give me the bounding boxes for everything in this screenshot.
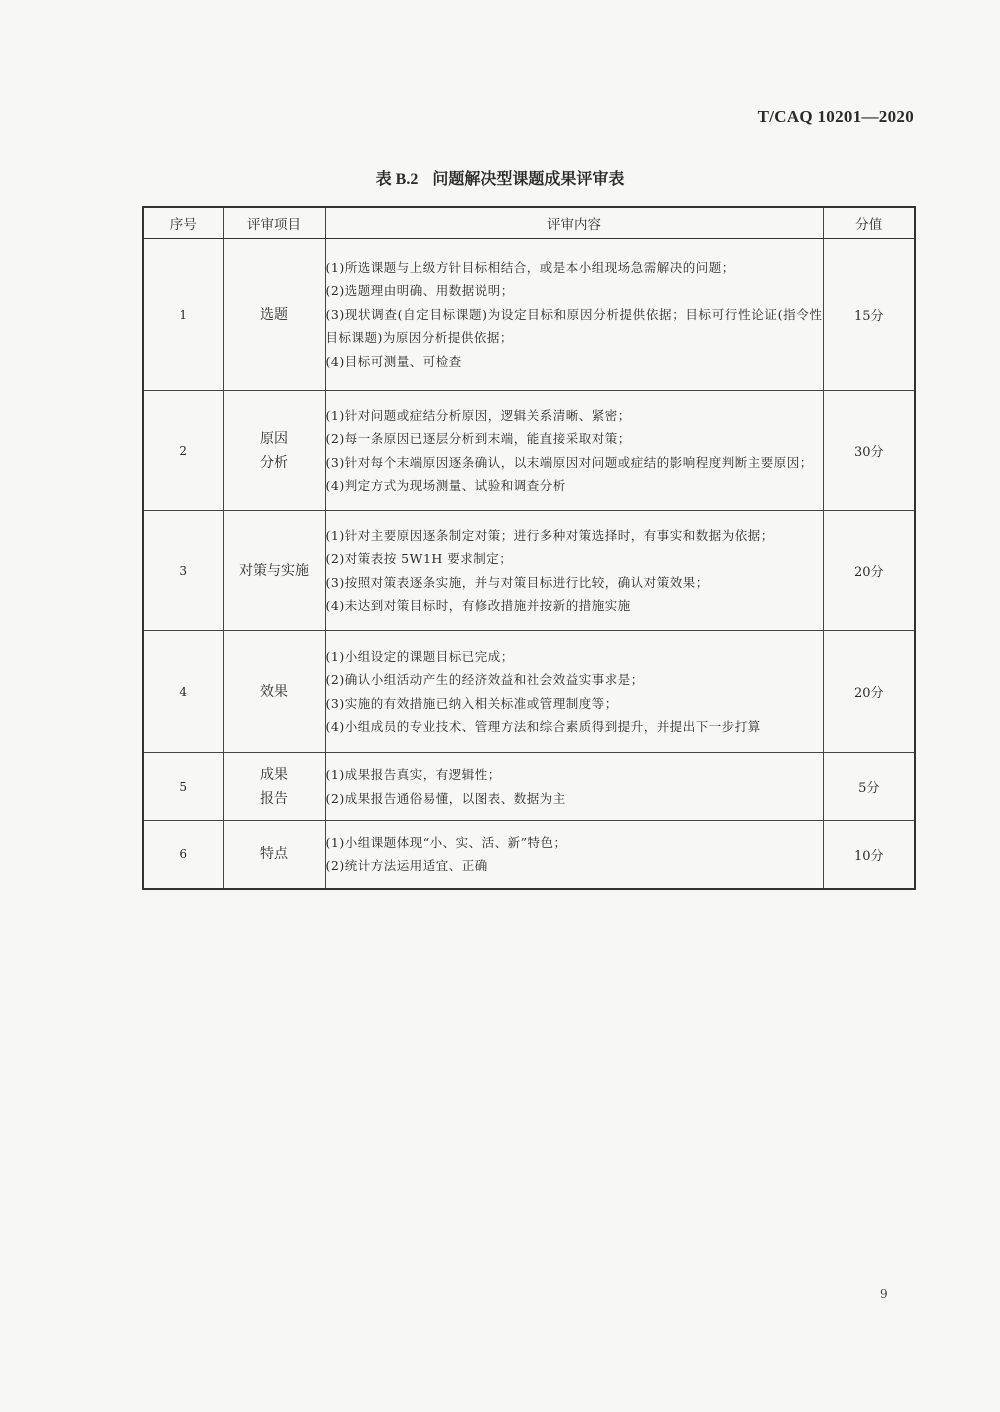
score-value: 10分 <box>823 821 915 889</box>
criterion-line: (1)小组设定的课题目标已完成； <box>325 648 514 664</box>
review-item-label: 分析 <box>260 454 288 471</box>
criterion-line: (4)小组成员的专业技术、管理方法和综合素质得到提升，并提出下一步打算 <box>325 719 761 734</box>
row-number: 1 <box>143 239 223 391</box>
criterion-line: (4)未达到对策目标时，有修改措施并按新的措施实施 <box>325 598 631 613</box>
criterion-line: (3)实施的有效措施已纳入相关标准或管理制度等； <box>325 695 618 711</box>
review-table <box>142 206 916 890</box>
review-content-cell <box>325 631 823 753</box>
row-number: 2 <box>143 391 223 511</box>
table-row <box>143 821 915 889</box>
review-item-cell <box>223 391 325 511</box>
column-header-content: 评审内容 <box>325 207 823 239</box>
table-row <box>143 631 915 753</box>
review-content-cell <box>325 511 823 631</box>
review-item-cell <box>223 753 325 821</box>
table-title <box>0 166 1000 189</box>
row-number: 6 <box>143 821 223 889</box>
criterion-line: (3)针对每个末端原因逐条确认，以末端原因对问题或症结的影响程度判断主要原因； <box>325 454 813 470</box>
document-code: T/CAQ 10201—2020 <box>757 107 914 126</box>
criterion-line: (2)选题理由明确、用数据说明； <box>325 283 514 299</box>
table-title-code: 表 B.2 <box>375 171 419 188</box>
table-row <box>143 239 915 391</box>
review-item-cell <box>223 631 325 753</box>
review-content-cell <box>325 239 823 391</box>
review-item-label: 效果 <box>260 683 288 700</box>
criterion-line: (2)成果报告通俗易懂，以图表、数据为主 <box>325 790 566 806</box>
criterion-line: (4)判定方式为现场测量、试验和调查分析 <box>325 478 566 493</box>
criterion-line: (3)按照对策表逐条实施，并与对策目标进行比较，确认对策效果； <box>325 574 709 590</box>
criterion-line: (2)确认小组活动产生的经济效益和社会效益实事求是； <box>325 672 644 687</box>
table-header-row <box>143 207 915 239</box>
criterion-line: (2)统计方法运用适宜、正确 <box>325 858 488 874</box>
table-title-text: 问题解决型课题成果评审表 <box>432 169 625 188</box>
table-body <box>143 239 915 889</box>
score-value: 5分 <box>823 753 915 821</box>
review-item-label: 报告 <box>260 790 288 807</box>
criterion-line: (4)目标可测量、可检查 <box>325 353 462 369</box>
criterion-line: (1)针对问题或症结分析原因，逻辑关系清晰、紧密； <box>325 407 631 423</box>
table-row <box>143 511 915 631</box>
score-value: 30分 <box>823 391 915 511</box>
score-value: 15分 <box>823 239 915 391</box>
row-number: 5 <box>143 753 223 821</box>
criterion-line: (1)小组课题体现“小、实、活、新”特色； <box>325 834 567 850</box>
review-item-label: 成果 <box>260 766 288 783</box>
criterion-line: (1)成果报告真实，有逻辑性； <box>325 767 501 782</box>
column-header-no: 序号 <box>143 207 223 239</box>
review-item-label: 对策与实施 <box>239 562 309 579</box>
page-number: 9 <box>880 1287 888 1301</box>
review-item-cell <box>223 511 325 631</box>
criterion-line: (3)现状调查(自定目标课题)为设定目标和原因分析提供依据；目标可行性论证(指令性目标课题)为原因分析提供依据； <box>325 306 823 346</box>
row-number: 4 <box>143 631 223 753</box>
column-header-item: 评审项目 <box>223 207 325 239</box>
column-header-score: 分值 <box>823 207 915 239</box>
review-item-label: 特点 <box>260 846 288 863</box>
review-content-cell <box>325 391 823 511</box>
review-item-label: 原因 <box>260 430 288 447</box>
review-item-cell <box>223 239 325 391</box>
review-item-label: 选题 <box>260 306 288 323</box>
criterion-line: (1)所选课题与上级方针目标相结合，或是本小组现场急需解决的问题； <box>325 259 735 275</box>
criterion-line: (2)对策表按 5W1H 要求制定； <box>325 551 513 566</box>
table-row <box>143 391 915 511</box>
criterion-line: (1)针对主要原因逐条制定对策；进行多种对策选择时，有事实和数据为依据； <box>325 527 774 543</box>
review-content-cell <box>325 821 823 889</box>
row-number: 3 <box>143 511 223 631</box>
table-row <box>143 753 915 821</box>
score-value: 20分 <box>823 631 915 753</box>
review-content-cell <box>325 753 823 821</box>
criterion-line: (2)每一条原因已逐层分析到末端，能直接采取对策； <box>325 431 631 446</box>
review-item-cell <box>223 821 325 889</box>
score-value: 20分 <box>823 511 915 631</box>
